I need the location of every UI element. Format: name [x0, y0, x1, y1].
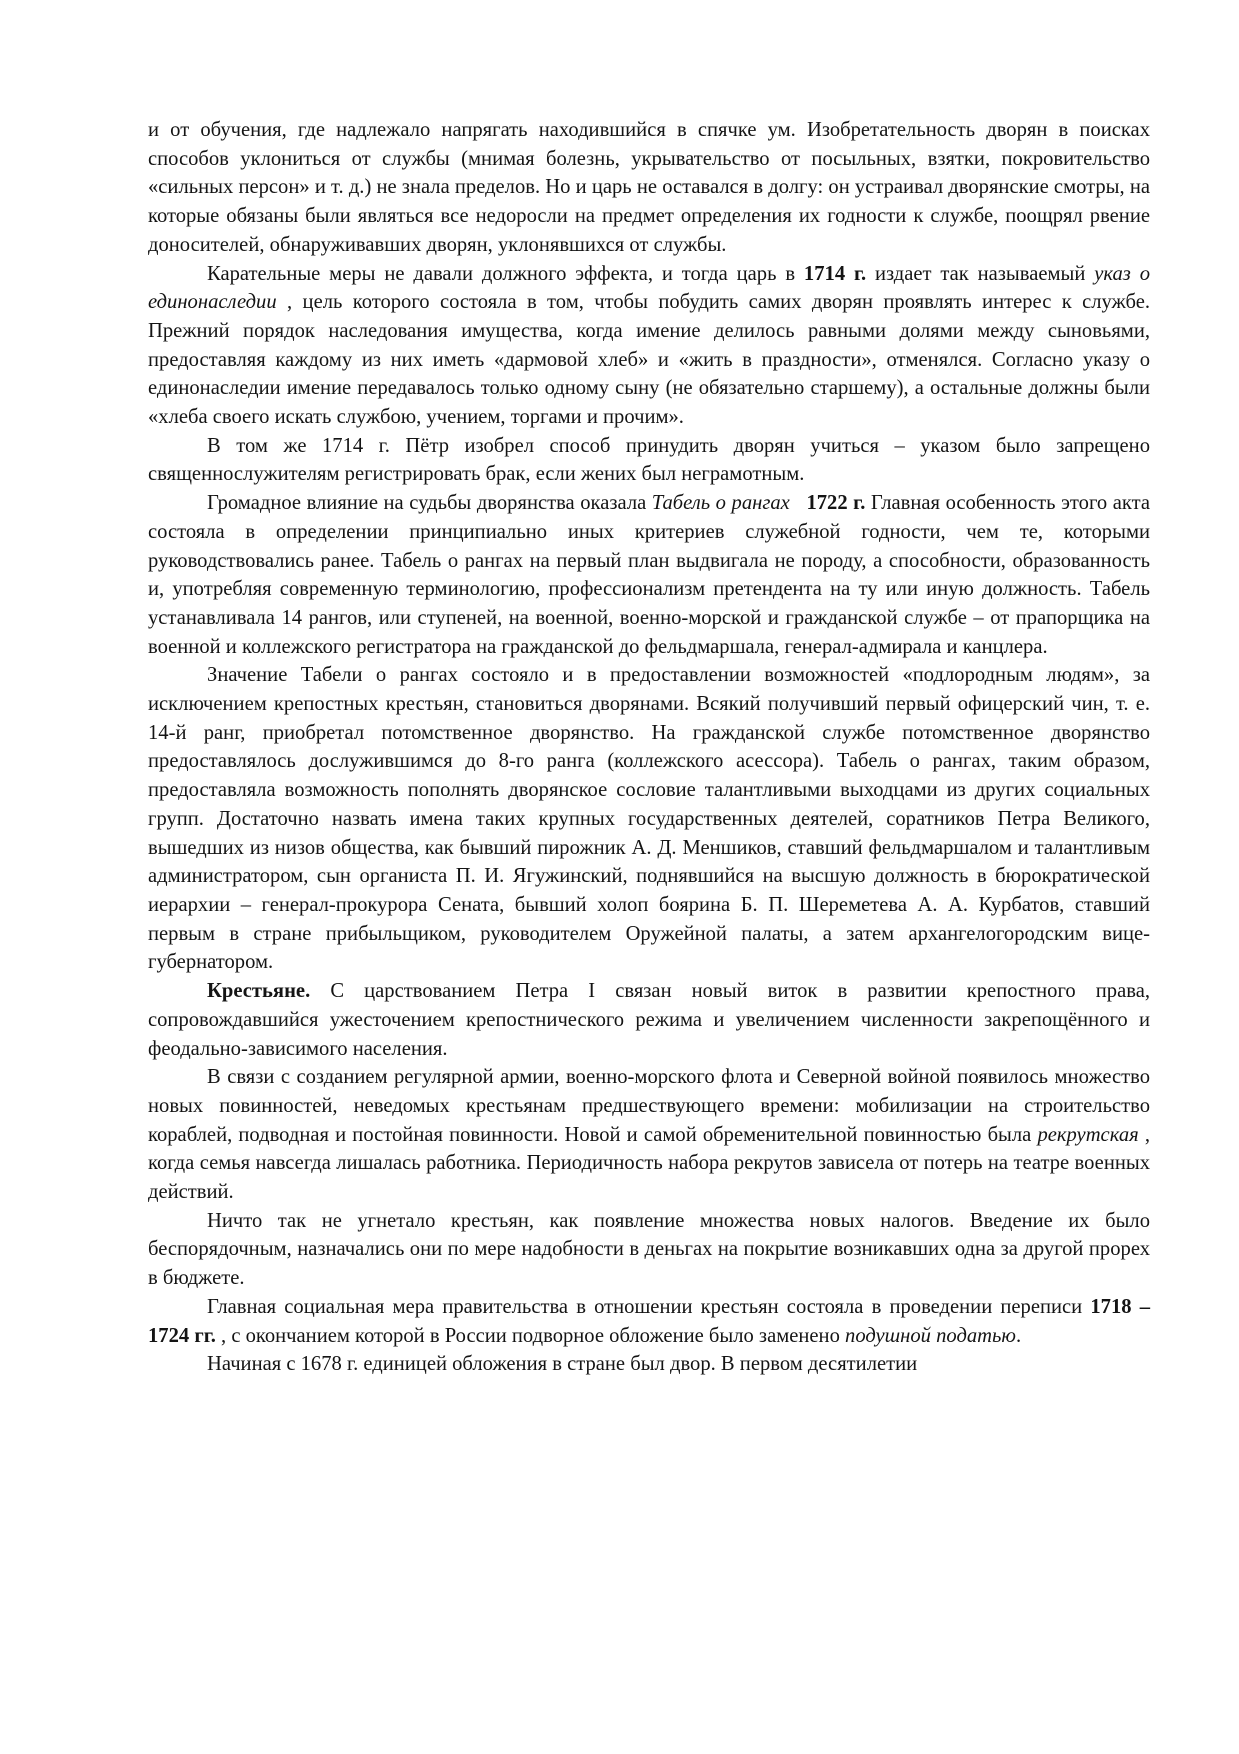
- document-page: [148, 116, 1150, 1379]
- text-run: , когда семья навсегда лишалась работника. Периодичность набора рекрутов зависела от потерь на театре военных действий.: [148, 1123, 1150, 1204]
- paragraph-8: Ничто так не угнетало крестьян, как появление множества новых налогов. Введение их было беспорядочным, назначались они по мере надобности в деньгах на покрытие возникавших одна за другой прорех в бюджете.: [148, 1209, 1150, 1290]
- paragraph-10: Начиная с 1678 г. единицей обложения в стране был двор. В первом десятилетии: [207, 1353, 918, 1376]
- italic-term-poll-tax: подушной податью: [845, 1324, 1016, 1347]
- italic-term-table-of-ranks: Табель о рангах: [651, 492, 790, 515]
- text-run: .: [1015, 1324, 1022, 1347]
- paragraph-2: [148, 260, 1150, 432]
- italic-term-decree: указ о единонаследии: [148, 262, 1150, 314]
- paragraph-4: [148, 489, 1150, 661]
- bold-date-1722: 1722 г.: [806, 492, 866, 515]
- italic-term-recruit: рекрутская: [1037, 1123, 1139, 1146]
- text-run: Главная социальная мера правительства в отношении крестьян состояла в проведении переписи: [207, 1295, 1091, 1318]
- bold-date-1714: 1714 г.: [803, 262, 867, 285]
- text-run: , цель которого состояла в том, чтобы побудить самих дворян проявлять интерес к службе. Прежний порядок наследования имущества, когда имение делилось равными долями между сыновьями, предоставляя каждому из них иметь «дармовой хлеб» и «жить в праздности», отменялся. Согласно указу о единонаследии имение передавалось только одному сыну (не обязательно старшему), а остальные должны были «хлеба своего искать службою, учением, торгами и прочим».: [148, 291, 1150, 429]
- text-run: , с окончанием которой в России подворное обложение было заменено: [215, 1324, 846, 1347]
- bold-date-1718-1724: 1718 – 1724 гг.: [148, 1295, 1150, 1347]
- text-run: Громадное влияние на судьбы дворянства оказала: [207, 492, 652, 515]
- paragraph-5: Значение Табели о рангах состояло и в предоставлении возможностей «подлородным людям», за исключением крепостных крестьян, становиться дворянами. Всякий получивший первый офицерский чин, т. е. 14-й ранг, приобретал потомственное дворянство. На гражданской службе потомственное дворянство предоставлялось дослужившимся до 8-го ранга (коллежского асессора). Табель о рангах, таким образом, предоставляла возможность пополнять дворянское сословие талантливыми выходцами из других социальных групп. Достаточно назвать имена таких крупных государственных деятелей, соратников Петра Великого, вышедших из низов общества, как бывший пирожник А. Д. Меншиков, ставший фельдмаршалом и талантливым администратором, сын органиста П. И. Ягужинский, поднявшийся на высшую должность в бюрократической иерархии – генерал-прокурора Сената, бывший холоп боярина Б. П. Шереметева А. А. Курбатов, ставший первым в стране прибыльщиком, руководителем Оружейной палаты, а затем архангелогородским вице-губернатором.: [148, 664, 1150, 974]
- paragraph-9: [148, 1293, 1150, 1350]
- text-run: С царствованием Петра I связан новый виток в развитии крепостного права, сопровождавшийся ужесточением крепостнического режима и увеличением численности закрепощённого и феодально-зависимого населения.: [148, 980, 1150, 1060]
- paragraph-6: [148, 977, 1150, 1063]
- text-run: издает так называемый: [866, 262, 1095, 285]
- text-run: Карательные меры не давали должного эффекта, и тогда царь в: [207, 262, 804, 285]
- paragraph-1: и от обучения, где надлежало напрягать находившийся в спячке ум. Изобретательность дворян в поисках способов уклониться от службы (мнимая болезнь, укрывательство от посыльных, взятки, покровительство «сильных персон» и т. д.) не знала пределов. Но и царь не оставался в долгу: он устраивал дворянские смотры, на которые обязаны были являться все недоросли на предмет определения их годности к службе, поощрял рвение доносителей, обнаруживавших дворян, уклонявшихся от службы.: [148, 119, 1150, 256]
- paragraph-3: В том же 1714 г. Пётр изобрел способ принудить дворян учиться – указом было запрещено священнослужителям регистрировать брак, если жених был неграмотным.: [148, 434, 1150, 486]
- text-run: Главная особенность этого акта состояла в определении принципиально иных критериев служебной годности, чем те, которыми руководствовались ранее. Табель о рангах на первый план выдвигала не породу, а способности, образованность и, употребляя современную терминологию, профессионализм претендента на ту или иную должность. Табель устанавливала 14 рангов, или ступеней, на военной, военно-морской и гражданской службе – от прапорщика на военной и коллежского регистратора на гражданской до фельдмаршала, генерал-адмирала и канцлера.: [148, 492, 1150, 658]
- text-run: В связи с созданием регулярной армии, военно-морского флота и Северной войной появилось множество новых повинностей, неведомых крестьянам предшествующего времени: мобилизации на строительство кораблей, подводная и постойная повинности. Новой и самой обременительной повинностью была: [148, 1066, 1150, 1146]
- paragraph-7: [148, 1063, 1150, 1207]
- bold-heading-peasants: Крестьяне.: [207, 980, 311, 1003]
